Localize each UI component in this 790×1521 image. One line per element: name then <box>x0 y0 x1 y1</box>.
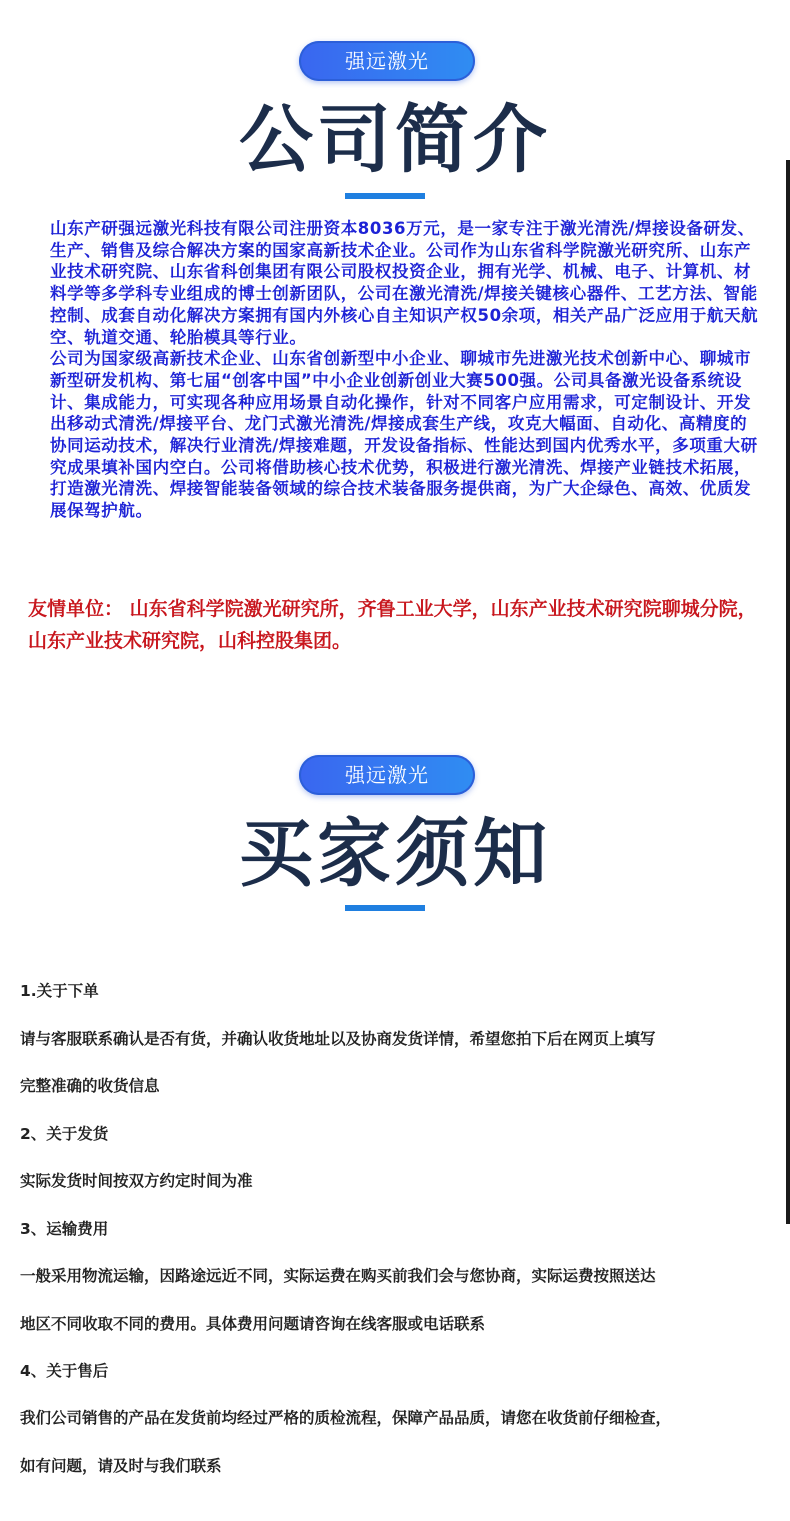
brand-badge: 强远激光 <box>299 41 475 81</box>
title-underline <box>345 193 425 199</box>
notice-body: 完整准确的收货信息 <box>20 1077 160 1095</box>
company-intro-text <box>50 218 762 522</box>
intro-paragraph: 山东产研强远激光科技有限公司注册资本8036万元，是一家专注于激光清洗/焊接设备研发、生产、销售及综合解决方案的国家高新技术企业。公司作为山东省科学院激光研究所、山东产业技术研究院、山东省科创集团有限公司股权投资企业，拥有光学、机械、电子、计算机、材料学等多学科专业组成的博士创新团队，公司在激光清洗/焊接关键核心器件、工艺方法、智能控制、成套自动化解决方案拥有国内外核心自主知识产权50余项，相关产品广泛应用于航天航空、轨道交通、轮胎模具等行业。 <box>50 219 759 347</box>
notice-body: 我们公司销售的产品在发货前均经过严格的质检流程，保障产品品质，请您在收货前仔细检查， <box>20 1409 672 1427</box>
notice-body: 如有问题，请及时与我们联系 <box>20 1457 222 1475</box>
notice-body: 地区不同收取不同的费用。具体费用问题请咨询在线客服或电话联系 <box>20 1315 486 1333</box>
company-intro-title: 公司简介 <box>239 97 551 183</box>
notice-body: 请与客服联系确认是否有货，并确认收货地址以及协商发货详情，希望您拍下后在网页上填写 <box>20 1030 656 1048</box>
right-edge-divider <box>786 160 790 1224</box>
notice-heading: 1.关于下单 <box>20 982 99 1000</box>
notice-body: 一般采用物流运输，因路途远近不同，实际运费在购买前我们会与您协商，实际运费按照送达 <box>20 1267 656 1285</box>
notice-heading: 3、运输费用 <box>20 1220 109 1238</box>
brand-badge: 强远激光 <box>299 755 475 795</box>
notice-heading: 4、关于售后 <box>20 1362 109 1380</box>
notice-body: 实际发货时间按双方约定时间为准 <box>20 1172 253 1190</box>
friend-units: 友情单位： 山东省科学院激光研究所，齐鲁工业大学，山东产业技术研究院聊城分院，山东产业技术研究院，山科控股集团。 <box>28 598 757 652</box>
buyer-notice-title: 买家须知 <box>239 811 551 897</box>
notice-heading: 2、关于发货 <box>20 1125 109 1143</box>
title-underline <box>345 905 425 911</box>
intro-paragraph: 公司为国家级高新技术企业、山东省创新型中小企业、聊城市先进激光技术创新中心、聊城市新型研发机构、第七届“创客中国”中小企业创新创业大赛500强。公司具备激光设备系统设计、集成能力，可实现各种应用场景自动化操作，针对不同客户应用需求，可定制设计、开发出移动式清洗/焊接平台、龙门式激光清洗/焊接成套生产线，攻克大幅面、自动化、高精度的协同运动技术，解决行业清洗/焊接难题，开发设备指标、性能达到国内优秀水平，多项重大研究成果填补国内空白。公司将借助核心技术优势，积极进行激光清洗、焊接产业链技术拓展，打造激光清洗、焊接智能装备领域的综合技术装备服务提供商，为广大企绿色、高效、优质发展保驾护航。 <box>50 349 758 521</box>
